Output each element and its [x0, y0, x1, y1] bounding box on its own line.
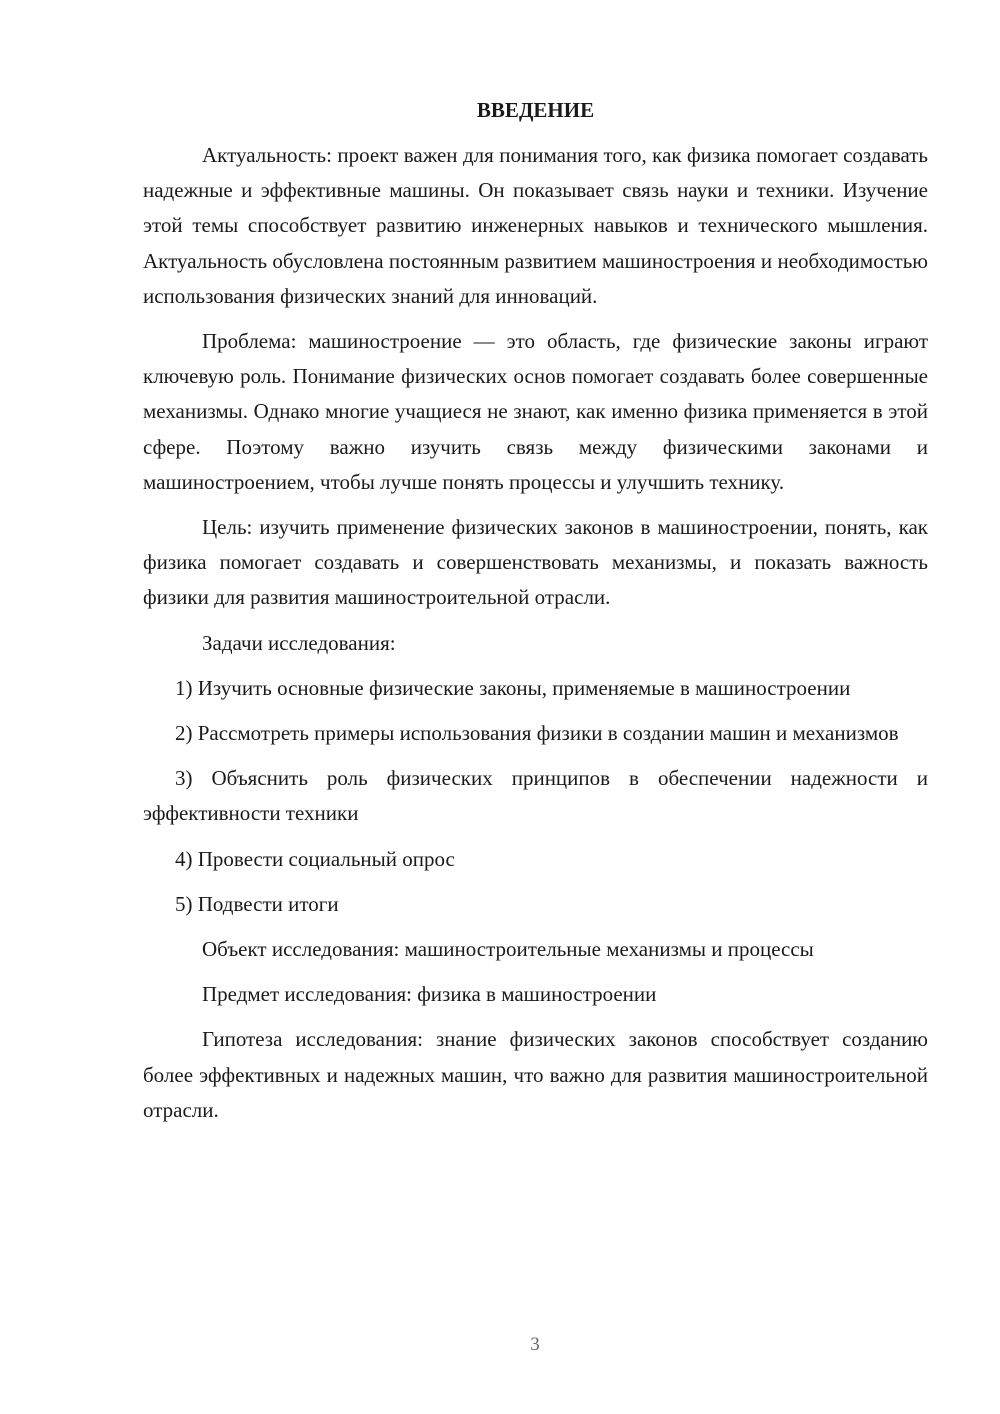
task-item-3: 3) Объяснить роль физических принципов в обеспечении надежности и эффективности техники — [143, 766, 928, 826]
task-item-2: 2) Рассмотреть примеры использования физики в создании машин и механизмов — [175, 721, 899, 746]
tasks-title: Задачи исследования: — [202, 630, 396, 655]
object-paragraph: Объект исследования: машиностроительные механизмы и процессы — [202, 937, 814, 962]
page-number: 3 — [530, 1334, 540, 1355]
problem-paragraph: Проблема: машиностроение — это область, где физические законы играют ключевую роль. Понимание физических основ помогает создавать более совершенные механизмы. Однако многие учащиеся не знают, как именно физика применяется в этой сфере. Поэтому важно изучить связь между физическими законами и машиностроением, чтобы лучше понять процессы и улучшить технику. — [143, 329, 928, 494]
relevance-paragraph: Актуальность: проект важен для понимания того, как физика помогает создавать надежные и эффективные машины. Он показывает связь науки и техники. Изучение этой темы способствует развитию инженерных навыков и технического мышления. Актуальность обусловлена постоянным развитием машиностроения и необходимостью использования физических знаний для инноваций. — [143, 143, 928, 308]
hypothesis-paragraph: Гипотеза исследования: знание физических законов способствует созданию более эффективных и надежных машин, что важно для развития машиностроительной отрасли. — [143, 1027, 928, 1122]
document-page — [143, 96, 928, 1138]
goal-paragraph: Цель: изучить применение физических законов в машиностроении, понять, как физика помогает создавать и совершенствовать механизмы, и показать важность физики для развития машиностроительной отрасли. — [143, 515, 928, 610]
section-heading: ВВЕДЕНИЕ — [476, 98, 595, 122]
subject-paragraph: Предмет исследования: физика в машиностроении — [202, 982, 657, 1007]
task-item-5: 5) Подвести итоги — [175, 891, 339, 916]
task-item-4: 4) Провести социальный опрос — [175, 846, 455, 871]
task-item-1: 1) Изучить основные физические законы, применяемые в машиностроении — [175, 675, 851, 700]
